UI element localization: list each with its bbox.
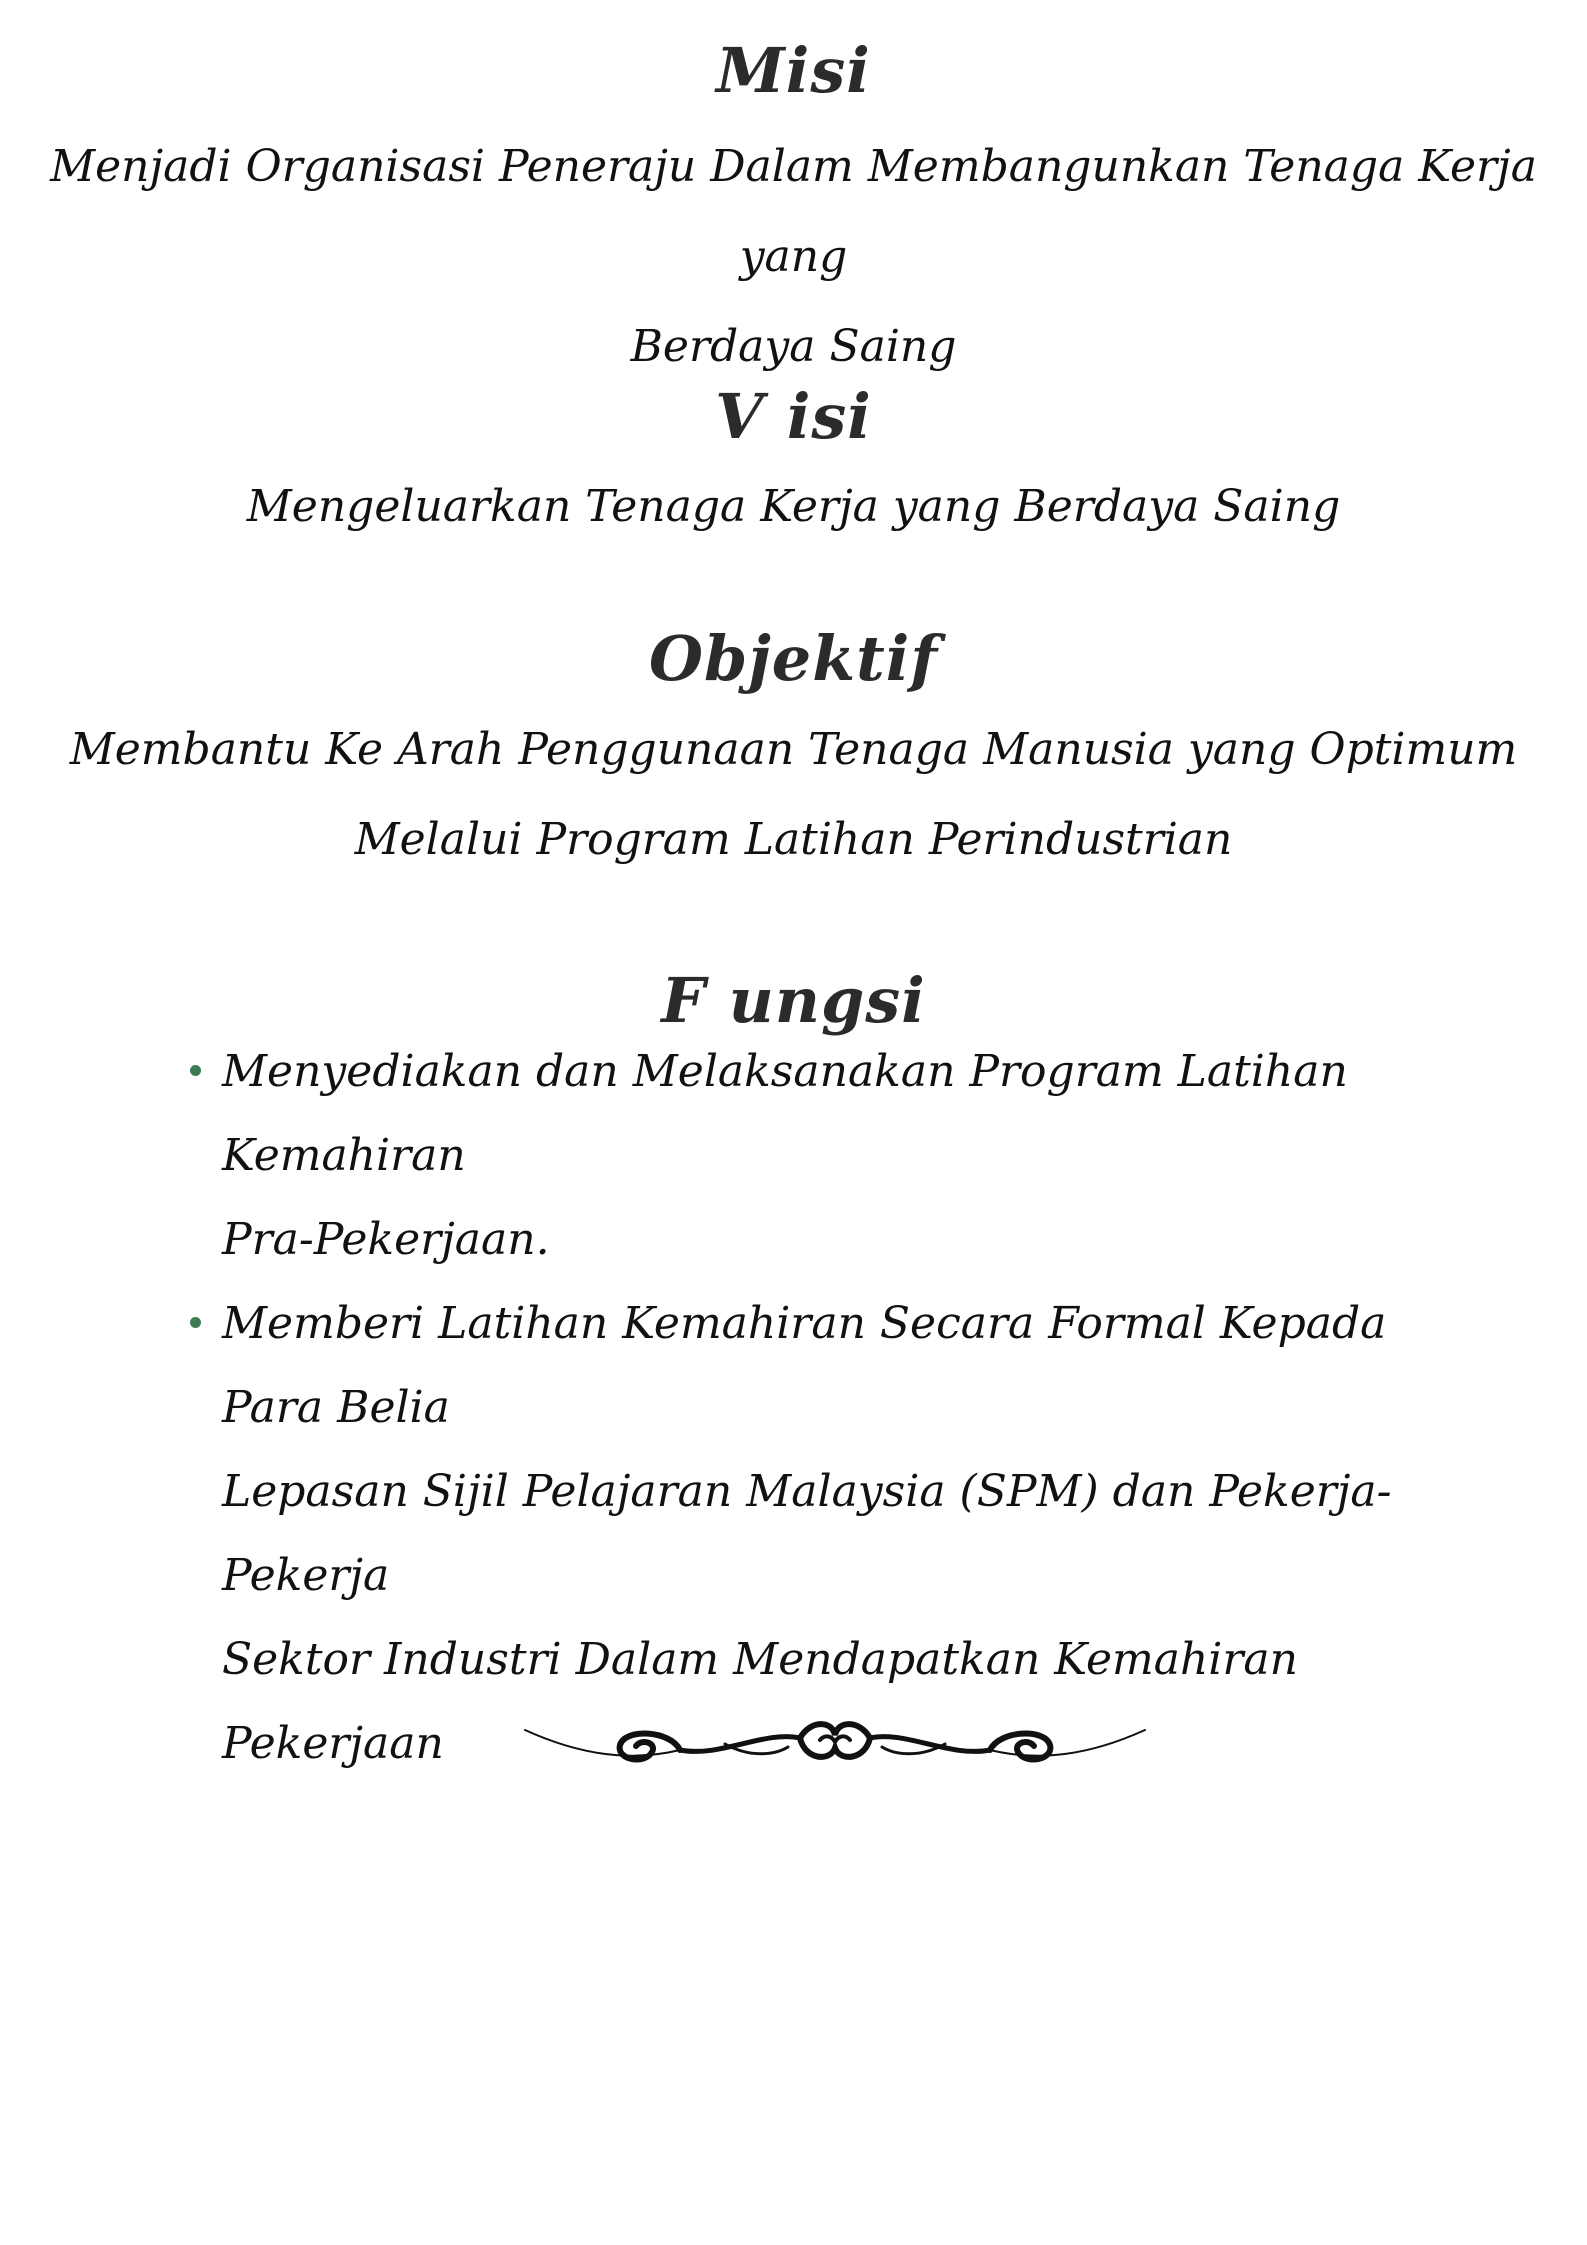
bullet-dot-icon — [190, 1317, 201, 1328]
misi-line-2: Berdaya Saing — [630, 321, 957, 372]
fungsi-item-2-line-3: Sektor Industri Dalam Mendapatkan Kemahiran Pekerjaan — [222, 1634, 1298, 1769]
fungsi-item-1-line-2: Pra-Pekerjaan. — [222, 1214, 550, 1265]
objektif-line-2: Melalui Program Latihan Perindustrian — [354, 814, 1233, 865]
fungsi-item-1-line-1: Menyediakan dan Melaksanakan Program Latihan Kemahiran — [222, 1046, 1348, 1181]
fungsi-item-2-line-2: Lepasan Sijil Pelajaran Malaysia (SPM) dan Pekerja- Pekerja — [222, 1466, 1392, 1601]
bullet-dot-icon — [190, 1065, 201, 1076]
misi-line-1: Menjadi Organisasi Peneraju Dalam Membangunkan Tenaga Kerja yang — [50, 141, 1537, 282]
fungsi-item-2-line-1: Memberi Latihan Kemahiran Secara Formal Kepada Para Belia — [222, 1298, 1387, 1433]
visi-heading: V isi — [715, 380, 872, 453]
misi-heading: Misi — [716, 34, 871, 107]
fungsi-list — [190, 1030, 1440, 1786]
objektif-heading: Objektif — [648, 622, 939, 695]
fungsi-list-item — [190, 1030, 1440, 1282]
visi-text — [0, 462, 1587, 552]
objektif-text — [0, 705, 1587, 885]
objektif-line-1: Membantu Ke Arah Penggunaan Tenaga Manusia yang Optimum — [69, 724, 1518, 775]
fungsi-heading: F ungsi — [661, 964, 926, 1037]
visi-line-1: Mengeluarkan Tenaga Kerja yang Berdaya Saing — [246, 481, 1341, 532]
misi-text — [0, 122, 1587, 392]
decorative-flourish-divider-icon — [520, 1700, 1150, 1780]
